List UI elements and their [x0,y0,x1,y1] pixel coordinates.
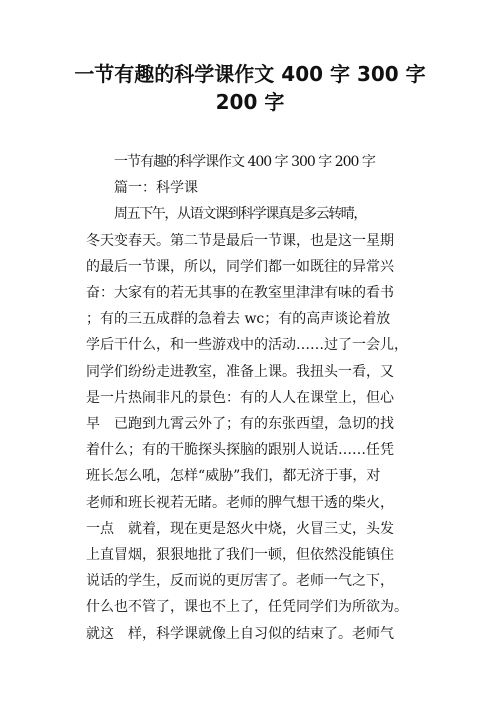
body-line: 是一片热闹非凡的景色：有的人人在课堂上，但心 [86,389,394,406]
document-body [86,149,436,647]
body-line: 一节有趣的科学课作文 400 字 300 字 200 字 [114,154,375,170]
body-line: 篇一：科学课 [114,180,198,197]
document-title [60,60,440,116]
body-line: 着什么；有的干脆探头探脑的跟别人说话……任凭 [86,442,394,459]
body-line: 老师和班长视若无睹。老师的脾气想干透的柴火， [86,494,394,511]
body-line: 就这 样，科学课就像上自习似的结束了。老师气 [86,625,394,642]
body-line: 什么也不管了，课也不上了，任凭同学们为所欲为。 [86,599,408,616]
body-line: 一点 就着，现在更是怒火中烧，火冒三丈，头发 [86,520,394,537]
body-line: ；有的三五成群的急着去 wc；有的高声谈论着放 [86,311,391,328]
body-line: 早 已跑到九霄云外了；有的东张西望，急切的找 [86,416,394,433]
body-line: 的最后一节课，所以，同学们都一如既往的异常兴 [86,258,394,275]
body-line: 上直冒烟，狠狠地批了我们一顿，但依然没能镇住 [86,547,394,564]
body-line: 学后干什么，和一些游戏中的活动……过了一会儿， [86,337,408,354]
body-line: 冬天变春天。第二节是最后一节课，也是这一星期 [86,232,394,249]
body-line: 同学们纷纷走进教室，准备上课。我扭头一看，又 [86,363,394,380]
title-line-2: 200 字 [215,90,285,114]
body-line: 班长怎么吼，怎样“威胁”我们，都无济于事，对 [86,468,381,485]
body-line: 周五下午，从语文课到科学课真是多云转晴， [114,206,366,223]
title-line-1: 一节有趣的科学课作文 400 字 300 字 [74,62,426,86]
body-line: 奋：大家有的若无其事的在教室里津津有味的看书 [86,285,394,302]
body-line: 说话的学生，反而说的更厉害了。老师一气之下， [86,573,394,590]
